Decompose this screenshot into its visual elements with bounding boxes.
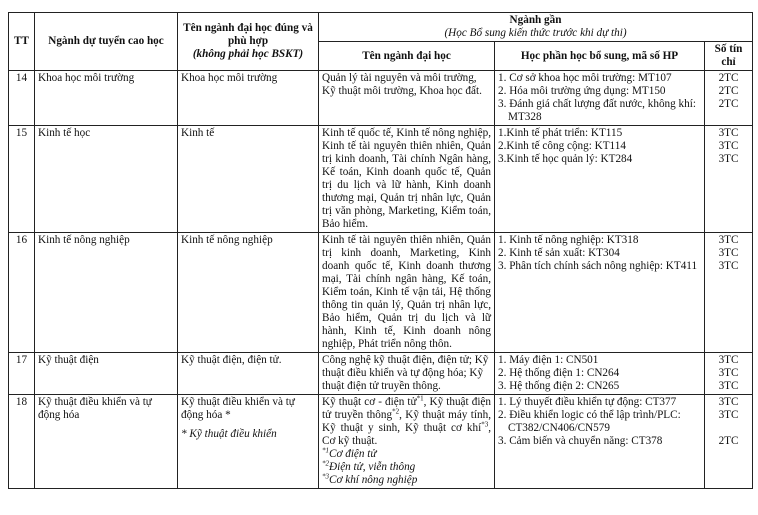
- gan-sup: *1: [416, 394, 424, 403]
- header-tt: TT: [9, 13, 35, 71]
- row-tc: [705, 233, 753, 353]
- row-tt: 18: [9, 395, 35, 489]
- gan-part: , Kỹ thuật điện tử truyền thông: [322, 396, 491, 421]
- admission-table: [8, 12, 753, 489]
- hp-item: 1. Lý thuyết điều khiển tự động: CT377: [498, 396, 677, 408]
- gan-note-sup: *3: [322, 472, 329, 481]
- tc-item: 3TC: [718, 354, 739, 366]
- hp-item: 2. Điều khiển logic có thể lập trình/PLC: CT382/CN406/CN579: [498, 409, 681, 434]
- header-nganh-du-tuyen: Ngành dự tuyển cao học: [35, 13, 178, 71]
- tc-item: 2TC: [718, 85, 739, 97]
- row-dung: Kinh tế: [178, 126, 319, 233]
- header-hoc-phan: Học phần học bổ sung, mã số HP: [495, 42, 705, 71]
- row-tc: [705, 395, 753, 489]
- row-nganh: Kỹ thuật điều khiển và tự động hóa: [35, 395, 178, 489]
- row-tc: [705, 126, 753, 233]
- tc-item: 2TC: [718, 72, 739, 84]
- tc-item: 3TC: [718, 367, 739, 379]
- row-tt: 16: [9, 233, 35, 353]
- row-gan: [319, 395, 495, 489]
- header-nganh-gan: [319, 13, 753, 42]
- hp-item: 3.Kinh tế học quản lý: KT284: [498, 153, 633, 165]
- gan-part: , Cơ kỹ thuật.: [322, 422, 491, 447]
- header-row-1: [9, 13, 753, 42]
- row-gan: Quản lý tài nguyên và môi trường, Kỹ thuật môi trường, Khoa học đất.: [319, 71, 495, 126]
- row-nganh: Kỹ thuật điện: [35, 353, 178, 395]
- row-hp: [495, 71, 705, 126]
- gan-part: Kỹ thuật cơ - điện tử: [322, 396, 417, 408]
- dung-text: Kỹ thuật điều khiển và tự động hóa *: [181, 396, 295, 421]
- tc-item: 3TC: [718, 260, 739, 272]
- hp-item: 1. Máy điện 1: CN501: [498, 354, 599, 366]
- gan-sup: *2: [392, 407, 400, 416]
- row-tc: [705, 353, 753, 395]
- tc-item: 3TC: [718, 396, 739, 408]
- row-tt: 14: [9, 71, 35, 126]
- tc-item: 2TC: [718, 98, 739, 110]
- row-nganh: Kinh tế nông nghiệp: [35, 233, 178, 353]
- tc-item: 3TC: [718, 234, 739, 246]
- table-row: [9, 233, 753, 353]
- header-nganh-gan-title: Ngành gần: [509, 14, 562, 26]
- row-nganh: Kinh tế học: [35, 126, 178, 233]
- header-ten-nganh-dung-note: (không phải học BSKT): [192, 48, 304, 60]
- row-dung: [178, 395, 319, 489]
- hp-item: 3. Phân tích chính sách nông nghiệp: KT411: [498, 260, 698, 272]
- gan-part: , Kỹ thuật máy tính, Kỹ thuật y sinh, Kỹ thuật cơ khí: [322, 409, 491, 434]
- header-ten-nganh-dung-title: Tên ngành đại học đúng và phù hợp: [183, 22, 313, 47]
- tc-item: 3TC: [718, 247, 739, 259]
- gan-note-sup: *2: [322, 459, 329, 468]
- table-row: [9, 353, 753, 395]
- hp-item: 2. Kinh tế sản xuất: KT304: [498, 247, 620, 259]
- row-dung: Kinh tế nông nghiệp: [178, 233, 319, 353]
- hp-item: 2. Hóa môi trường ứng dụng: MT150: [498, 85, 666, 97]
- hp-item: 2.Kinh tế công cộng: KT114: [498, 140, 626, 152]
- row-gan: Kinh tế tài nguyên thiên nhiên, Quản trị kinh doanh, Marketing, Kinh doanh quốc tế, Kinh doanh thương mại, Tài chính ngân hàng, Kế toán, Kiểm toán, Kinh tế vận tải, Hệ thống thông tin quản lý, Quản trị nhân lực, Bảo hiểm, Quản trị du lịch và lữ hành, Kinh tế, Kinh doanh nông nghiệp, Phát triển nông thôn.: [319, 233, 495, 353]
- gan-note: [322, 448, 491, 461]
- tc-item: 2TC: [718, 435, 739, 447]
- table-row: [9, 71, 753, 126]
- hp-item: 3. Đánh giá chất lượng đất nước, không khí: MT328: [498, 98, 696, 123]
- gan-text: [322, 396, 491, 448]
- gan-note: [322, 461, 491, 474]
- row-tc: [705, 71, 753, 126]
- hp-item: 1. Kinh tế nông nghiệp: KT318: [498, 234, 639, 246]
- row-tt: 17: [9, 353, 35, 395]
- row-dung: Kỹ thuật điện, điện tử.: [178, 353, 319, 395]
- hp-item: 1. Cơ sở khoa học môi trường: MT107: [498, 72, 672, 84]
- row-gan: Công nghệ kỹ thuật điện, điện tử; Kỹ thuật điều khiển và tự động hóa; Kỹ thuật điện tử truyền thông.: [319, 353, 495, 395]
- table-row: [9, 126, 753, 233]
- hp-item: 3. Hệ thống điện 2: CN265: [498, 380, 620, 392]
- header-so-tin-chi: Số tín chỉ: [705, 42, 753, 71]
- gan-note-sup: *1: [322, 446, 329, 455]
- dung-note: * Kỹ thuật điều khiển: [181, 428, 277, 440]
- gan-note: [322, 474, 491, 487]
- hp-item: 1.Kinh tế phát triển: KT115: [498, 127, 623, 139]
- row-gan: Kinh tế quốc tế, Kinh tế nông nghiệp, Kinh tế tài nguyên thiên nhiên, Quản trị kinh doanh, Tài chính Ngân hàng, Kế toán, Kinh doanh quốc tế, Quản trị du lịch và lữ hành, Kinh doanh thương mại, Quản trị nhân lực, Quản trị văn phòng, Marketing, Kiểm toán, Bảo hiểm.: [319, 126, 495, 233]
- row-dung: Khoa học môi trường: [178, 71, 319, 126]
- table-row: [9, 395, 753, 489]
- gan-note-text: Cơ khí nông nghiệp: [329, 474, 418, 486]
- header-ten-nganh-dai-hoc: Tên ngành đại học: [319, 42, 495, 71]
- tc-item: 3TC: [718, 409, 739, 421]
- row-hp: [495, 233, 705, 353]
- tc-item: 3TC: [718, 140, 739, 152]
- row-hp: [495, 353, 705, 395]
- row-hp: [495, 126, 705, 233]
- hp-item: 3. Cảm biến và chuyển năng: CT378: [498, 435, 663, 447]
- hp-item: 2. Hệ thống điện 1: CN264: [498, 367, 620, 379]
- row-nganh: Khoa học môi trường: [35, 71, 178, 126]
- tc-item: 3TC: [718, 127, 739, 139]
- gan-sup: *3: [481, 420, 489, 429]
- row-hp: [495, 395, 705, 489]
- tc-item: 3TC: [718, 153, 739, 165]
- header-nganh-gan-note: (Học Bổ sung kiến thức trước khi dự thi): [444, 27, 627, 39]
- tc-item: 3TC: [718, 380, 739, 392]
- gan-note-text: Điện tử, viễn thông: [329, 461, 416, 473]
- header-ten-nganh-dung: [178, 13, 319, 71]
- gan-note-text: Cơ điện tử: [329, 448, 377, 460]
- row-tt: 15: [9, 126, 35, 233]
